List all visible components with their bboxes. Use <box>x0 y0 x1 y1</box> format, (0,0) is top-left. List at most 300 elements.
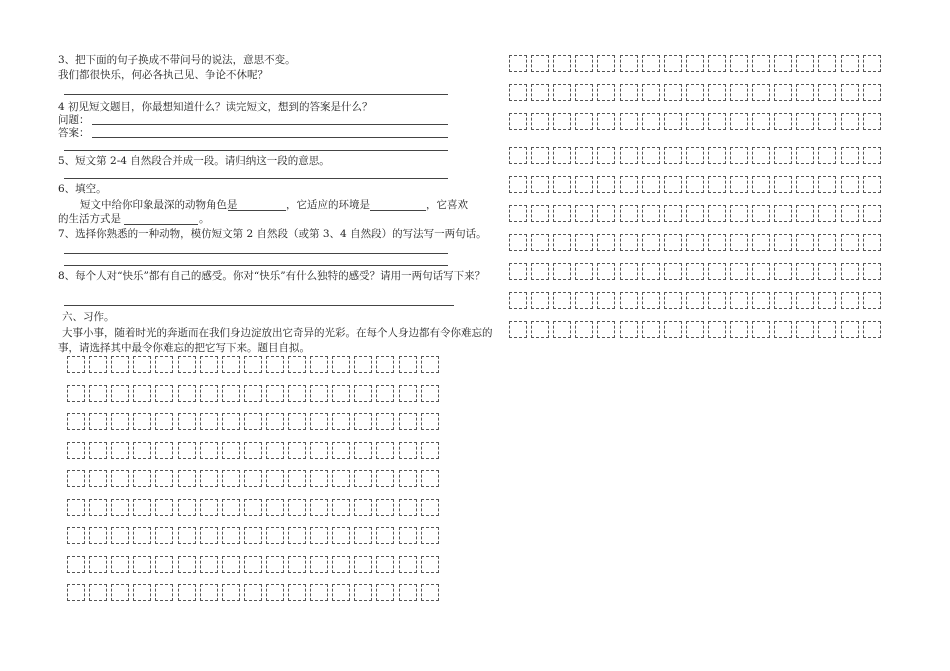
writing-grid-cell <box>708 147 726 164</box>
writing-grid-cell <box>597 84 615 101</box>
writing-grid-cell <box>222 527 240 544</box>
writing-grid-cell <box>796 263 814 280</box>
writing-grid-cell <box>708 321 726 338</box>
writing-grid-cell <box>774 176 792 193</box>
writing-grid-cell <box>133 442 151 459</box>
writing-grid-cell <box>730 321 748 338</box>
writing-grid-cell <box>597 55 615 72</box>
writing-grid-cell <box>774 321 792 338</box>
writing-grid-cell <box>67 385 85 402</box>
writing-grid-cell <box>421 413 439 430</box>
writing-grid-cell <box>133 556 151 573</box>
writing-grid-cell <box>686 147 704 164</box>
writing-grid-cell <box>421 442 439 459</box>
writing-grid-cell <box>376 470 394 487</box>
writing-grid-cell <box>664 263 682 280</box>
writing-grid-cell <box>399 556 417 573</box>
writing-grid-cell <box>708 55 726 72</box>
writing-grid-cell <box>642 176 660 193</box>
writing-grid-cell <box>133 356 151 373</box>
writing-grid-cell <box>244 470 262 487</box>
q6-blank-3 <box>124 224 198 225</box>
writing-grid-cell <box>288 442 306 459</box>
writing-grid-cell <box>553 292 571 309</box>
q4-answer-line-1 <box>92 137 448 138</box>
writing-grid-cell <box>178 356 196 373</box>
writing-grid-cell <box>89 470 107 487</box>
writing-grid-cell <box>421 499 439 516</box>
writing-grid-cell <box>708 234 726 251</box>
writing-grid-cell <box>376 527 394 544</box>
writing-grid-cell <box>863 234 881 251</box>
writing-grid-cell <box>664 84 682 101</box>
writing-grid-cell <box>774 292 792 309</box>
writing-grid-cell <box>708 205 726 222</box>
writing-grid-cell <box>376 584 394 601</box>
writing-grid-cell <box>200 442 218 459</box>
writing-grid-cell <box>133 584 151 601</box>
writing-grid-cell <box>730 113 748 130</box>
writing-grid-cell <box>796 321 814 338</box>
writing-grid-cell <box>288 556 306 573</box>
writing-grid-cell <box>686 55 704 72</box>
writing-grid-cell <box>89 499 107 516</box>
writing-grid-cell <box>421 470 439 487</box>
writing-grid-cell <box>67 584 85 601</box>
writing-grid-cell <box>575 263 593 280</box>
writing-grid-cell <box>67 470 85 487</box>
writing-grid-cell <box>111 556 129 573</box>
writing-grid-cell <box>111 499 129 516</box>
writing-grid-cell <box>774 205 792 222</box>
writing-grid-cell <box>818 176 836 193</box>
writing-grid-cell <box>686 176 704 193</box>
writing-grid-cell <box>509 321 527 338</box>
writing-grid-cell <box>155 527 173 544</box>
writing-grid-cell <box>111 442 129 459</box>
writing-grid-cell <box>354 385 372 402</box>
writing-grid-cell <box>841 321 859 338</box>
writing-grid-cell <box>531 176 549 193</box>
writing-grid-cell <box>288 584 306 601</box>
writing-grid-cell <box>178 527 196 544</box>
writing-grid-cell <box>752 55 770 72</box>
writing-grid-cell <box>332 584 350 601</box>
writing-grid-cell <box>620 263 638 280</box>
writing-grid-cell <box>664 205 682 222</box>
writing-grid-cell <box>399 499 417 516</box>
writing-grid-cell <box>752 321 770 338</box>
writing-grid-cell <box>399 413 417 430</box>
writing-grid-cell <box>841 55 859 72</box>
writing-grid-cell <box>178 499 196 516</box>
writing-grid-cell <box>531 234 549 251</box>
writing-grid-cell <box>332 527 350 544</box>
writing-grid-cell <box>222 442 240 459</box>
writing-grid-cell <box>133 470 151 487</box>
writing-grid-cell <box>111 527 129 544</box>
writing-grid-cell <box>67 556 85 573</box>
writing-grid-cell <box>178 584 196 601</box>
writing-grid-cell <box>730 205 748 222</box>
writing-grid-cell <box>332 356 350 373</box>
writing-grid-cell <box>222 413 240 430</box>
writing-grid-cell <box>686 321 704 338</box>
writing-grid-cell <box>686 263 704 280</box>
writing-grid-cell <box>863 205 881 222</box>
writing-grid-cell <box>774 147 792 164</box>
writing-grid-cell <box>686 205 704 222</box>
writing-grid-cell <box>509 55 527 72</box>
writing-grid-cell <box>288 470 306 487</box>
writing-grid-cell <box>310 413 328 430</box>
writing-grid-cell <box>178 413 196 430</box>
writing-grid-cell <box>796 205 814 222</box>
writing-grid-cell <box>752 292 770 309</box>
writing-grid-cell <box>376 356 394 373</box>
writing-grid-cell <box>288 356 306 373</box>
writing-grid-cell <box>597 234 615 251</box>
writing-grid-cell <box>111 385 129 402</box>
writing-grid-cell <box>155 584 173 601</box>
writing-grid-cell <box>686 234 704 251</box>
writing-grid-cell <box>730 55 748 72</box>
writing-grid-cell <box>399 470 417 487</box>
writing-grid-cell <box>244 385 262 402</box>
writing-grid-cell <box>730 234 748 251</box>
writing-grid-cell <box>531 84 549 101</box>
writing-grid-cell <box>531 263 549 280</box>
writing-grid-cell <box>509 205 527 222</box>
q3-sentence: 我们都很快乐，何必各执己见、争论不休呢？ <box>58 69 268 81</box>
writing-grid-cell <box>310 356 328 373</box>
writing-grid-cell <box>752 147 770 164</box>
writing-grid-cell <box>708 113 726 130</box>
writing-grid-cell <box>597 147 615 164</box>
writing-grid-cell <box>376 556 394 573</box>
writing-grid-cell <box>376 385 394 402</box>
writing-grid-cell <box>509 292 527 309</box>
writing-grid-cell <box>531 55 549 72</box>
writing-grid-cell <box>553 263 571 280</box>
writing-grid-cell <box>575 147 593 164</box>
section6-prompt-line2: 事，请选择其中最令你难忘的把它写下来。题目自拟。 <box>58 342 310 354</box>
writing-grid-cell <box>575 113 593 130</box>
writing-grid-cell <box>133 527 151 544</box>
writing-grid-cell <box>200 356 218 373</box>
writing-grid-cell <box>89 385 107 402</box>
writing-grid-cell <box>686 113 704 130</box>
q5-title: 5、短文第 2-4 自然段合并成一段。请归纳这一段的意思。 <box>58 155 330 167</box>
writing-grid-cell <box>155 385 173 402</box>
writing-grid-cell <box>642 234 660 251</box>
q8-title: 8、每个人对“快乐”都有自己的感受。你对“快乐”有什么独特的感受？请用一两句话写下来？ <box>58 270 486 282</box>
q4-title: 4 初见短文题目，你最想知道什么？读完短文，想到的答案是什么？ <box>58 101 373 113</box>
writing-grid-cell <box>155 356 173 373</box>
writing-grid-cell <box>620 176 638 193</box>
writing-grid-cell <box>354 470 372 487</box>
writing-grid-cell <box>863 84 881 101</box>
writing-grid-cell <box>67 499 85 516</box>
writing-grid-cell <box>67 442 85 459</box>
writing-grid-cell <box>553 147 571 164</box>
writing-grid-cell <box>642 113 660 130</box>
writing-grid-cell <box>863 263 881 280</box>
writing-grid-cell <box>863 292 881 309</box>
writing-grid-cell <box>730 84 748 101</box>
writing-grid-cell <box>730 263 748 280</box>
writing-grid-cell <box>133 413 151 430</box>
writing-grid-cell <box>376 413 394 430</box>
writing-grid-cell <box>310 499 328 516</box>
writing-grid-cell <box>841 234 859 251</box>
writing-grid-cell <box>575 55 593 72</box>
writing-grid-cell <box>354 556 372 573</box>
writing-grid-cell <box>818 205 836 222</box>
writing-grid-cell <box>730 147 748 164</box>
writing-grid-cell <box>841 292 859 309</box>
writing-grid-cell <box>664 113 682 130</box>
writing-grid-cell <box>620 234 638 251</box>
writing-grid-cell <box>310 385 328 402</box>
writing-grid-cell <box>620 292 638 309</box>
q6-text-c: ，它喜欢 <box>426 199 468 211</box>
writing-grid-cell <box>155 470 173 487</box>
writing-grid-cell <box>863 176 881 193</box>
writing-grid-cell <box>863 113 881 130</box>
writing-grid-cell <box>200 584 218 601</box>
writing-grid-cell <box>774 55 792 72</box>
writing-grid-cell <box>531 205 549 222</box>
writing-grid-cell <box>376 442 394 459</box>
writing-grid-cell <box>67 356 85 373</box>
writing-grid-cell <box>796 176 814 193</box>
writing-grid-cell <box>597 263 615 280</box>
writing-grid-cell <box>178 442 196 459</box>
writing-grid-cell <box>597 176 615 193</box>
writing-grid-cell <box>620 205 638 222</box>
writing-grid-cell <box>553 55 571 72</box>
writing-grid-cell <box>796 113 814 130</box>
q3-title: 3、把下面的句子换成不带问号的说法，意思不变。 <box>58 54 296 66</box>
writing-grid-cell <box>752 263 770 280</box>
writing-grid-cell <box>642 55 660 72</box>
writing-grid-cell <box>642 84 660 101</box>
writing-grid-cell <box>863 55 881 72</box>
writing-grid-cell <box>178 470 196 487</box>
writing-grid-cell <box>421 527 439 544</box>
writing-grid-cell <box>399 442 417 459</box>
writing-grid-cell <box>310 584 328 601</box>
writing-grid-cell <box>288 527 306 544</box>
writing-grid-cell <box>332 499 350 516</box>
writing-grid-cell <box>133 499 151 516</box>
writing-grid-cell <box>89 527 107 544</box>
writing-grid-cell <box>620 84 638 101</box>
writing-grid-cell <box>863 147 881 164</box>
writing-grid-cell <box>266 356 284 373</box>
q7-answer-line-1 <box>64 253 448 254</box>
writing-grid-cell <box>288 385 306 402</box>
writing-grid-cell <box>399 527 417 544</box>
writing-grid-cell <box>841 263 859 280</box>
writing-grid-cell <box>575 84 593 101</box>
writing-grid-cell <box>841 205 859 222</box>
writing-grid-cell <box>332 385 350 402</box>
writing-grid-cell <box>155 442 173 459</box>
writing-grid-cell <box>796 292 814 309</box>
writing-grid-cell <box>266 442 284 459</box>
writing-grid-cell <box>642 263 660 280</box>
writing-grid-cell <box>686 292 704 309</box>
writing-grid-cell <box>354 413 372 430</box>
writing-grid-cell <box>841 84 859 101</box>
writing-grid-cell <box>155 499 173 516</box>
writing-grid-cell <box>642 147 660 164</box>
writing-grid-cell <box>575 176 593 193</box>
writing-grid-cell <box>818 55 836 72</box>
writing-grid-cell <box>509 263 527 280</box>
writing-grid-cell <box>89 413 107 430</box>
q6-blank-2 <box>370 210 426 211</box>
writing-grid-cell <box>531 321 549 338</box>
writing-grid-cell <box>620 321 638 338</box>
writing-grid-cell <box>509 176 527 193</box>
writing-grid-cell <box>399 385 417 402</box>
writing-grid-cell <box>774 263 792 280</box>
q4-question-label: 问题： <box>58 114 90 126</box>
writing-grid-cell <box>730 292 748 309</box>
writing-grid-cell <box>553 321 571 338</box>
q8-answer-line <box>64 305 454 306</box>
writing-grid-cell <box>553 205 571 222</box>
writing-grid-cell <box>664 147 682 164</box>
writing-grid-cell <box>310 442 328 459</box>
writing-grid-cell <box>708 292 726 309</box>
writing-grid-cell <box>354 499 372 516</box>
q6-blank-1 <box>228 210 286 211</box>
writing-grid-cell <box>222 385 240 402</box>
writing-grid-cell <box>354 584 372 601</box>
writing-grid-cell <box>509 234 527 251</box>
writing-grid-cell <box>553 113 571 130</box>
writing-grid-cell <box>200 499 218 516</box>
writing-grid-cell <box>730 176 748 193</box>
q4-answer-line-2 <box>64 150 448 151</box>
writing-grid-cell <box>111 356 129 373</box>
writing-grid-cell <box>244 413 262 430</box>
writing-grid-cell <box>818 321 836 338</box>
writing-grid-cell <box>288 499 306 516</box>
writing-grid-cell <box>244 527 262 544</box>
writing-grid-cell <box>575 321 593 338</box>
writing-grid-cell <box>818 263 836 280</box>
writing-grid-cell <box>354 527 372 544</box>
writing-grid-cell <box>200 556 218 573</box>
writing-grid-cell <box>89 442 107 459</box>
writing-grid-cell <box>642 292 660 309</box>
writing-grid-cell <box>244 499 262 516</box>
writing-grid-cell <box>796 234 814 251</box>
writing-grid-cell <box>796 55 814 72</box>
writing-grid-cell <box>332 442 350 459</box>
writing-grid-cell <box>620 55 638 72</box>
writing-grid-cell <box>310 470 328 487</box>
writing-grid-cell <box>155 413 173 430</box>
q5-answer-line <box>64 178 448 179</box>
writing-grid-cell <box>774 234 792 251</box>
writing-grid-cell <box>89 356 107 373</box>
writing-grid-cell <box>531 292 549 309</box>
writing-grid-cell <box>664 234 682 251</box>
writing-grid-cell <box>332 413 350 430</box>
writing-grid-cell <box>332 556 350 573</box>
writing-grid-cell <box>89 556 107 573</box>
writing-grid-cell <box>818 84 836 101</box>
q7-answer-line-2 <box>64 265 448 266</box>
writing-grid-cell <box>266 499 284 516</box>
writing-grid-cell <box>597 113 615 130</box>
writing-grid-cell <box>354 356 372 373</box>
writing-grid-cell <box>111 584 129 601</box>
writing-grid-cell <box>642 205 660 222</box>
writing-grid-cell <box>266 556 284 573</box>
writing-grid-cell <box>222 556 240 573</box>
writing-grid-cell <box>841 176 859 193</box>
writing-grid-cell <box>266 470 284 487</box>
writing-grid-cell <box>266 385 284 402</box>
writing-grid-cell <box>597 292 615 309</box>
q6-text-e: 。 <box>199 213 210 225</box>
writing-grid-cell <box>841 147 859 164</box>
writing-grid-cell <box>774 84 792 101</box>
writing-grid-cell <box>200 470 218 487</box>
writing-grid-cell <box>708 176 726 193</box>
writing-grid-cell <box>818 292 836 309</box>
writing-grid-cell <box>111 470 129 487</box>
writing-grid-cell <box>310 527 328 544</box>
writing-grid-cell <box>67 527 85 544</box>
writing-grid-cell <box>399 584 417 601</box>
writing-grid-cell <box>774 113 792 130</box>
writing-grid-cell <box>266 527 284 544</box>
writing-grid-cell <box>597 205 615 222</box>
q3-answer-line <box>64 94 448 95</box>
writing-grid-cell <box>200 413 218 430</box>
writing-grid-cell <box>752 84 770 101</box>
writing-grid-cell <box>818 113 836 130</box>
writing-grid-cell <box>664 176 682 193</box>
writing-grid-cell <box>553 84 571 101</box>
writing-grid-cell <box>222 470 240 487</box>
writing-grid-cell <box>266 584 284 601</box>
writing-grid-cell <box>509 147 527 164</box>
writing-grid-cell <box>752 234 770 251</box>
writing-grid-cell <box>553 176 571 193</box>
writing-grid-cell <box>222 356 240 373</box>
writing-grid-cell <box>708 84 726 101</box>
writing-grid-cell <box>818 234 836 251</box>
writing-grid-cell <box>664 55 682 72</box>
q4-question-line <box>92 124 448 125</box>
writing-grid-cell <box>509 84 527 101</box>
section6-heading: 六、习作。 <box>62 311 115 323</box>
writing-grid-cell <box>752 113 770 130</box>
writing-grid-cell <box>244 584 262 601</box>
q6-text-a: 短文中给你印象最深的动物角色是 <box>80 199 238 211</box>
writing-grid-cell <box>421 356 439 373</box>
writing-grid-cell <box>133 385 151 402</box>
